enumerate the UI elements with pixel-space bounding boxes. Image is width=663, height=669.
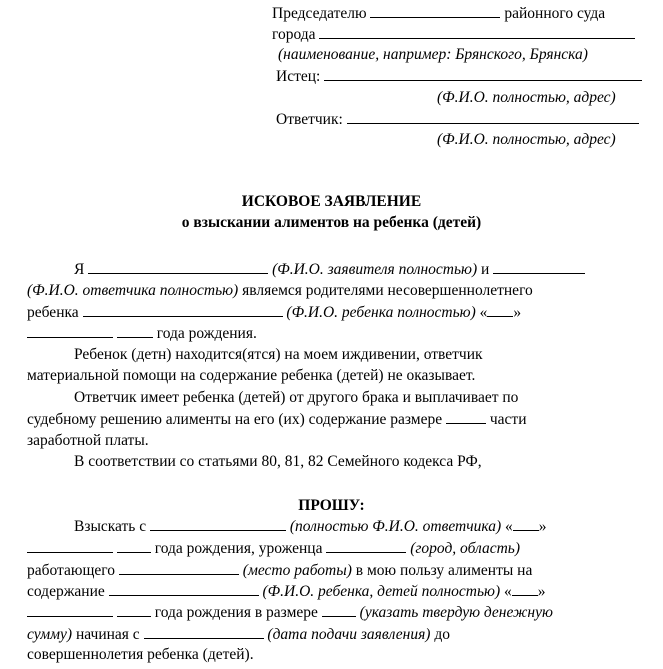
child-name-hint: (Ф.И.О. ребенка полностью) [286,304,476,321]
plaintiff-hint: (Ф.И.О. полностью, адрес) [437,89,616,106]
header-plaintiff-line [276,67,642,86]
body-p3-line1: Ответчик имеет ребенка (детей) от другого брака и выплачивает по [74,389,519,406]
amount-text: года рождения в размере [154,604,318,621]
body-p3-line3: заработной платы. [27,432,149,449]
applicant-blank [88,260,268,274]
children-month-blank [27,603,113,617]
body-line-4 [27,324,257,343]
collect-from-text: Взыскать с [74,518,147,535]
defendant-name-hint: (Ф.И.О. ответчика полностью) [27,282,239,299]
request-line-4 [27,582,546,601]
birth-text: года рождения. [156,325,257,342]
request-year-blank [117,539,151,553]
children-name-hint: (Ф.И.О. ребенка, детей полностью) [262,583,501,600]
request-line-5 [27,603,553,622]
court-name-blank [370,4,500,18]
quote-close: » [513,304,522,321]
body-p4: В соответствии со статьями 80, 81, 82 Семейного кодекса РФ, [74,453,482,470]
defendant-label: Ответчик: [276,111,343,128]
header-defendant-line [276,110,639,129]
year-blank [117,324,153,338]
start-date-blank [144,625,264,639]
header-chairman-line [272,4,605,23]
birthplace-hint: (город, область) [410,540,520,557]
amount-hint: (указать твердую денежную [359,604,553,621]
maintenance-text: содержание [27,583,105,600]
workplace-hint: (место работы) [242,562,352,579]
in-my-favor-text: в мою пользу алименты на [355,562,533,579]
plaintiff-label: Истец: [276,68,321,85]
request-defendant-hint: (полностью Ф.И.О. ответчика) [289,518,502,535]
request-heading: ПРОШУ: [298,497,365,514]
request-quote-close: » [538,518,547,535]
defendant-hint: (Ф.И.О. полностью, адрес) [437,131,616,148]
month-blank [27,324,113,338]
request-quote-open: « [504,518,513,535]
request-quote-close-2: » [537,583,546,600]
district-court-label: районного суда [504,5,606,22]
starting-text: начиная с [75,626,140,643]
request-line-7: совершеннолетия ребенка (детей). [27,646,254,663]
text-ya: Я [74,261,85,278]
birthplace-blank [326,539,406,553]
body-p2-line2: материальной помощи на содержание ребенка (детей) не оказывает. [27,367,476,384]
day-blank [487,303,513,317]
request-line-3 [27,561,532,580]
city-label: города [272,26,316,43]
chairman-label: Председателю [272,5,367,22]
request-line-6 [27,625,450,644]
request-day-blank [513,517,539,531]
child-label: ребенка [27,304,79,321]
city-hint: (наименование, например: Брянского, Брянска) [278,46,588,63]
parents-text: являемся родителями несовершеннолетнего [242,282,533,299]
alimony-text: судебному решению алименты на его (их) содержание размере [27,411,443,428]
request-line-2 [27,539,520,558]
request-defendant-blank [150,517,286,531]
request-line-1 [74,517,546,536]
until-text: до [434,626,450,643]
defendant-name-blank [493,260,585,274]
plaintiff-blank [324,67,642,81]
header-city-line [272,25,635,44]
workplace-blank [119,561,239,575]
children-day-blank [512,582,538,596]
request-quote-open-2: « [504,583,512,600]
start-date-hint: (дата подачи заявления) [267,626,431,643]
children-name-blank [109,582,259,596]
amount-blank [322,603,356,617]
part-text: части [489,411,527,428]
children-year-blank [117,603,151,617]
body-p3-line2 [27,410,527,429]
body-p2-line1: Ребенок (детн) находится(ятся) на моем иждивении, ответчик [74,346,483,363]
body-line-2 [27,282,533,300]
text-and: и [481,261,490,278]
share-blank [446,410,486,424]
quote-open: « [479,304,488,321]
document-subtitle: о взыскании алиментов на ребенка (детей) [181,214,482,231]
applicant-hint: (Ф.И.О. заявителя полностью) [272,261,478,278]
child-name-blank [83,303,283,317]
city-blank [319,25,635,39]
document-title: ИСКОВОЕ ЗАЯВЛЕНИЕ [241,193,422,210]
sum-hint: сумму) [27,626,73,643]
request-month-blank [27,539,113,553]
body-line-3 [27,303,521,322]
working-text: работающего [27,562,116,579]
birth-native-text: года рождения, уроженца [154,540,323,557]
defendant-blank [347,110,639,124]
body-line-1 [74,260,585,279]
